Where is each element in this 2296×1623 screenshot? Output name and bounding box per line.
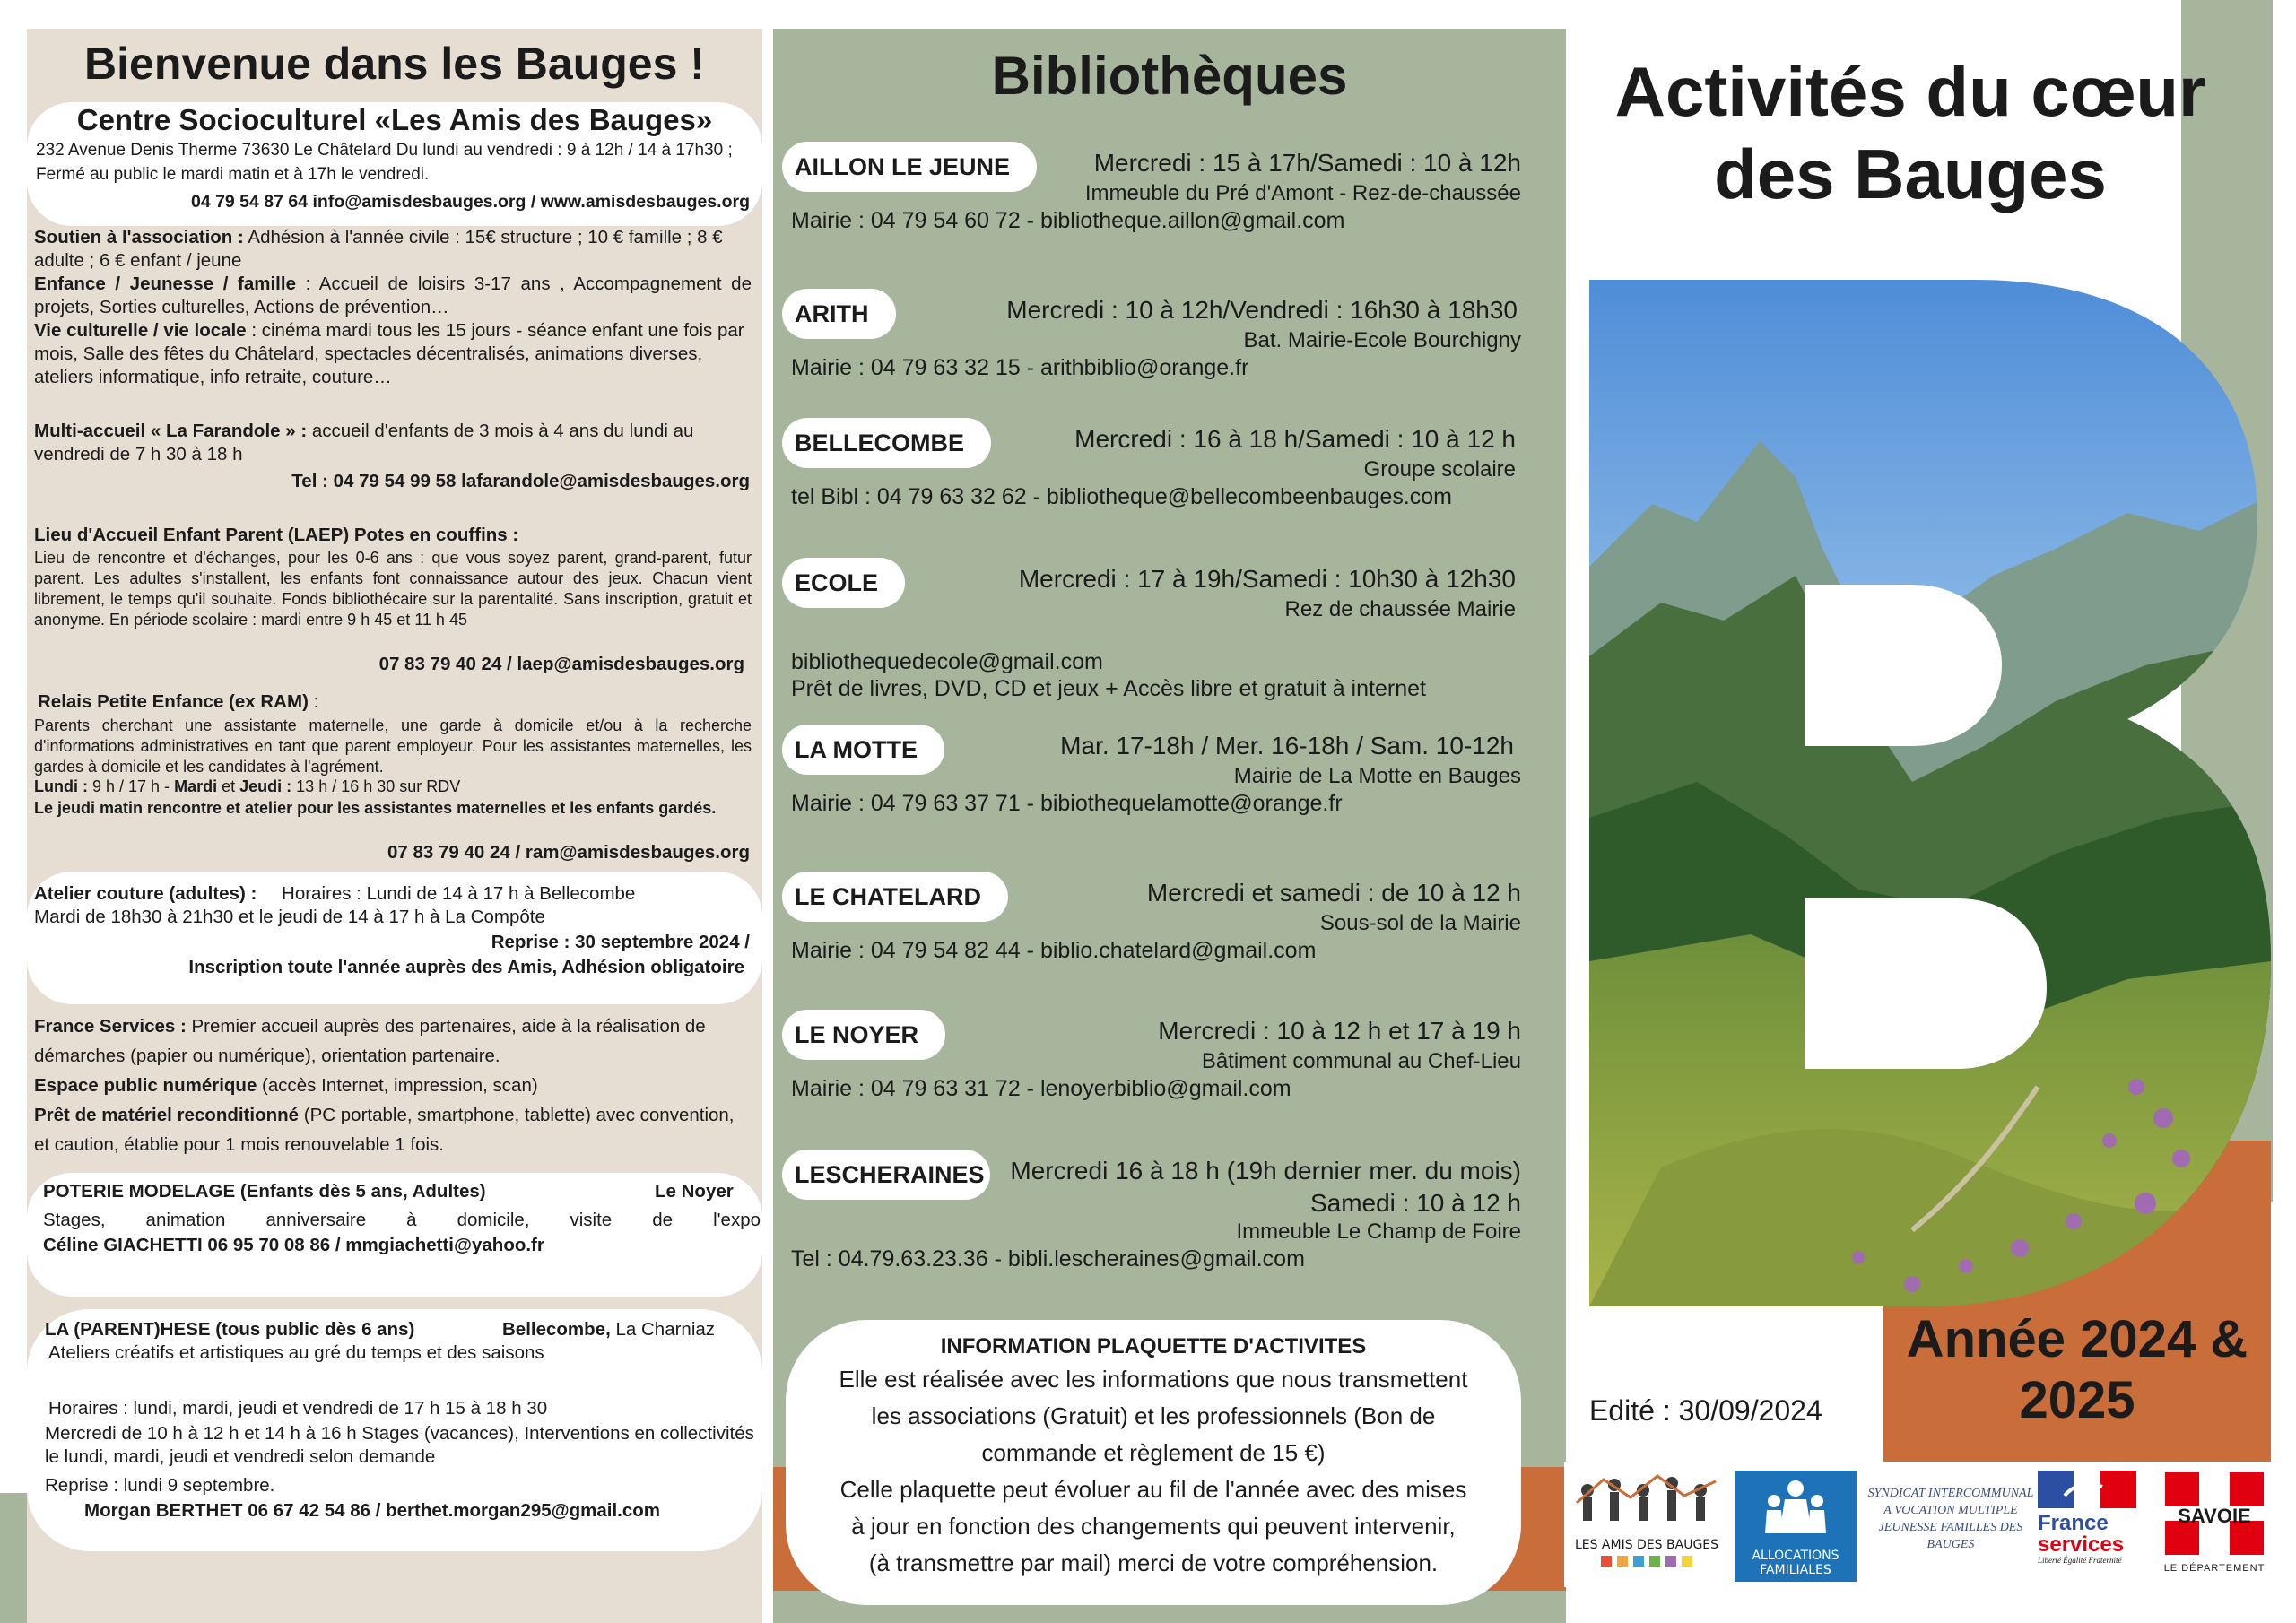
info-plaquette-box — [786, 1320, 1521, 1605]
library-contact: Mairie : 04 79 54 82 44 - biblio.chatelard@gmail.com — [791, 938, 1317, 963]
enfance-block — [34, 273, 752, 319]
rpe-mardi-label: Mardi — [174, 777, 218, 795]
parenthese-contact: Morgan BERTHET 06 67 42 54 86 / berthet.morgan295@gmail.com — [84, 1500, 661, 1521]
centre-address: 232 Avenue Denis Therme 73630 Le Châtelard Du lundi au vendredi : 9 à 12h / 14 à 17h30 ; Fermé au public le mardi matin et à 17h le vendredi. — [36, 141, 733, 184]
soutien-block — [34, 226, 752, 273]
enfance-label: Enfance / Jeunesse / famille — [34, 273, 296, 294]
parenthese-place-bold: Bellecombe, — [502, 1319, 611, 1340]
couture-line1 — [34, 882, 752, 906]
main-title — [1578, 50, 2242, 215]
library-place: Rez de chaussée Mairie — [1284, 597, 1516, 621]
laep-contact: 07 83 79 40 24 / laep@amisdesbauges.org — [378, 654, 744, 674]
amis-logo-text: LES AMIS DES BAUGES — [1574, 1538, 1719, 1552]
edition-date: Edité : 30/09/2024 — [1589, 1394, 1822, 1427]
big-b-mountain-image — [1589, 280, 2271, 1306]
year-label — [1883, 1309, 2271, 1431]
fs-logo-line-2: services — [2038, 1532, 2125, 1557]
rpe-colon: : — [313, 691, 319, 712]
rpe-jeudi-label: Jeudi : — [239, 777, 292, 795]
rpe-title: Relais Petite Enfance (ex RAM) — [38, 691, 309, 712]
couture-label: Atelier couture (adultes) : — [34, 883, 257, 904]
library-contact: Tel : 04.79.63.23.36 - bibli.lescheraines@gmail.com — [791, 1246, 1305, 1271]
library-place: Immeuble du Pré d'Amont - Rez-de-chaussée — [1084, 181, 1521, 205]
rpe-title-line — [38, 690, 755, 714]
savoie-logo — [2156, 1471, 2273, 1582]
library-place: Immeuble Le Champ de Foire — [1236, 1219, 1521, 1244]
library-contact: Mairie : 04 79 63 31 72 - lenoyerbiblio@gmail.com — [791, 1076, 1292, 1101]
couture-inscription: Inscription toute l'année auprès des Amis, Adhésion obligatoire — [188, 957, 744, 977]
library-name: LE CHATELARD — [782, 872, 1008, 922]
rpe-hours — [34, 777, 752, 797]
rpe-contact: 07 83 79 40 24 / ram@amisdesbauges.org — [387, 842, 750, 863]
couture-hours2: Mardi de 18h30 à 21h30 et le jeudi de 14 à 17 h à La Compôte — [34, 907, 545, 927]
color-dot — [1617, 1556, 1628, 1567]
marianne-icon — [2038, 1471, 2136, 1508]
vie-block — [34, 319, 752, 389]
color-dot — [1649, 1556, 1660, 1567]
library-hours: Mercredi et samedi : de 10 à 12 h — [1146, 879, 1521, 907]
column-associations — [27, 29, 762, 1623]
amis-des-bauges-logo — [1568, 1471, 1726, 1582]
info-line-2: les associations (Gratuit) et les professionnels (Bon de — [871, 1402, 1436, 1429]
library-hours: Mar. 17-18h / Mer. 16-18h / Sam. 10-12h — [1060, 732, 1514, 759]
library-name: BELLECOMBE — [782, 418, 991, 468]
parenthese-place: La Charniaz — [615, 1319, 716, 1340]
library-contact: bibliothequedecole@gmail.com — [791, 649, 1103, 674]
welcome-title: Bienvenue dans les Bauges ! — [84, 39, 705, 89]
farandole-label: Multi-accueil « La Farandole » : — [34, 421, 308, 441]
library-contact: tel Bibl : 04 79 63 32 62 - bibliotheque@bellecombeenbauges.com — [791, 484, 1452, 509]
parenthese-hours1: Horaires : lundi, mardi, jeudi et vendredi de 17 h 15 à 18 h 30 — [48, 1398, 548, 1419]
library-hours: Mercredi : 10 à 12h/Vendredi : 16h30 à 18h30 — [1006, 296, 1518, 324]
poterie-text: Stages, animation anniversaire à domicile, visite de l'expo — [43, 1210, 761, 1230]
main-title-line-1: Activités du cœur — [1614, 52, 2206, 131]
color-dot — [1633, 1556, 1644, 1567]
library-contact: Mairie : 04 79 63 37 71 - bibiothequelamotte@orange.fr — [791, 791, 1343, 816]
poterie-contact: Céline GIACHETTI 06 95 70 08 86 / mmgiachetti@yahoo.fr — [43, 1235, 544, 1255]
poterie-title: POTERIE MODELAGE (Enfants dès 5 ans, Adultes) — [43, 1181, 486, 1202]
logo-strip — [1564, 1462, 2278, 1587]
main-title-line-2: des Bauges — [1714, 135, 2107, 213]
poterie-place: Le Noyer — [655, 1181, 734, 1202]
fs-logo-line-1: France — [2038, 1511, 2109, 1535]
info-line-4: Celle plaquette peut évoluer au fil de l'année avec des mises — [839, 1476, 1467, 1503]
vie-label: Vie culturelle / vie locale — [34, 320, 247, 341]
rpe-et: et — [222, 777, 236, 795]
epn-text: (accès Internet, impression, scan) — [262, 1075, 538, 1096]
laep-text: Lieu de rencontre et d'échanges, pour les 0-6 ans : que vous soyez parent, grand-parent, futur parent. Les adultes s'installent, les enfants font connaissance autour des jeux. Chacun vient librement, le temps qu'il souhaite. Fonds bibliothécaire sur la parentalité. Sans inscription, gratuit et anonyme. En période scolaire : mardi entre 9 h 45 et 11 h 45 — [34, 549, 752, 629]
fs-text: Premier accueil auprès des partenaires, aide à la réalisation de démarches (papier ou numérique), orientation partenaire. — [34, 1016, 706, 1066]
rpe-text: Parents cherchant une assistante maternelle, une garde à domicile et/ou à la recherche d'informations administratives en tant que parent employeur. Pour les assistantes maternelles, les gardes à domicile et les candidates à l'agrément. — [34, 716, 752, 776]
syndicat-logo: SYNDICAT INTERCOMMUNAL A VOCATION MULTIPLE JEUNESSE FAMILLES DES BAUGES — [1867, 1487, 2034, 1551]
pret-text: (PC portable, smartphone, tablette) avec convention, et caution, établie pour 1 mois renouvelable 1 fois. — [34, 1105, 735, 1155]
rpe-jeudi: Le jeudi matin rencontre et atelier pour les assistantes maternelles et les enfants gardés. — [34, 799, 717, 817]
year-line-2: 2025 — [2019, 1371, 2135, 1429]
library-name: LE NOYER — [782, 1010, 945, 1060]
library-name: LA MOTTE — [782, 725, 944, 775]
epn-label: Espace public numérique — [34, 1075, 257, 1096]
library-hours-saturday: Samedi : 10 à 12 h — [1309, 1189, 1521, 1217]
caf-line-1: ALLOCATIONS — [1752, 1549, 1839, 1563]
library-name: AILLON LE JEUNE — [782, 142, 1037, 192]
library-hours: Mercredi : 17 à 19h/Samedi : 10h30 à 12h30 — [1018, 565, 1516, 593]
soutien-label: Soutien à l'association : — [34, 227, 244, 247]
parenthese-hours2: Mercredi de 10 h à 12 h et 14 h à 16 h Stages (vacances), Interventions en collectivités le lundi, mardi, jeudi et vendredi selon demande — [45, 1423, 754, 1467]
library-place: Bâtiment communal au Chef-Lieu — [1201, 1049, 1521, 1073]
pret-label: Prêt de matériel reconditionné — [34, 1105, 300, 1125]
library-place: Groupe scolaire — [1363, 457, 1516, 482]
library-place: Mairie de La Motte en Bauges — [1233, 764, 1521, 788]
rpe-mj-hours: 13 h / 16 h 30 sur RDV — [296, 777, 461, 795]
library-hours: Mercredi : 16 à 18 h/Samedi : 10 à 12 h — [1074, 425, 1516, 453]
enfance-text: : Accueil de loisirs 3-17 ans , Accompagnement de projets, Sorties culturelles, Actions de prévention… — [34, 273, 752, 317]
color-dot — [1682, 1556, 1692, 1567]
info-line-3: commande et règlement de 15 €) — [981, 1439, 1326, 1466]
soutien-text: Adhésion à l'année civile : 15€ structure ; 10 € famille ; 8 € adulte ; 6 € enfant / jeune — [34, 227, 723, 271]
savoie-name: SAVOIE — [2178, 1505, 2251, 1527]
centre-name: Centre Socioculturel «Les Amis des Bauges» — [76, 103, 713, 136]
fs-logo-motto: Liberté Égalité Fraternité — [2038, 1556, 2122, 1565]
library-hours: Mercredi : 10 à 12 h et 17 à 19 h — [1158, 1017, 1521, 1045]
farandole-text: accueil d'enfants de 3 mois à 4 ans du lundi au vendredi de 7 h 30 à 18 h — [34, 421, 694, 464]
library-hours: Mercredi : 15 à 17h/Samedi : 10 à 12h — [1093, 149, 1521, 177]
people-group-icon — [1568, 1471, 1726, 1533]
library-place: Sous-sol de la Mairie — [1319, 911, 1521, 935]
vie-text: : cinéma mardi tous les 15 jours - séance enfant une fois par mois, Salle des fêtes du Châtelard, spectacles décentralisés, animations diverses, ateliers informatique, info retraite, couture… — [34, 320, 744, 387]
amis-logo-dots — [1568, 1556, 1726, 1567]
france-services-logo — [2038, 1471, 2149, 1582]
year-line-1: Année 2024 & — [1906, 1310, 2248, 1368]
info-line-1: Elle est réalisée avec les informations que nous transmettent — [839, 1366, 1468, 1393]
library-contact: Mairie : 04 79 54 60 72 - bibliotheque.aillon@gmail.com — [791, 208, 1345, 233]
centre-contact: 04 79 54 87 64 info@amisdesbauges.org / www.amisdesbauges.org — [190, 192, 750, 212]
color-dot — [1665, 1556, 1676, 1567]
info-title: INFORMATION PLAQUETTE D'ACTIVITES — [940, 1334, 1367, 1358]
farandole-contact: Tel : 04 79 54 99 58 lafarandole@amisdesbauges.org — [291, 471, 750, 491]
couture-reprise: Reprise : 30 septembre 2024 / — [491, 932, 750, 952]
caf-figures-icon — [1735, 1471, 1857, 1544]
library-name: LESCHERAINES — [782, 1150, 990, 1200]
library-place: Bat. Mairie-Ecole Bourchigny — [1243, 328, 1521, 352]
parenthese-reprise: Reprise : lundi 9 septembre. — [45, 1475, 275, 1496]
library-contact: Mairie : 04 79 63 32 15 - arithbiblio@orange.fr — [791, 355, 1249, 380]
bibliotheques-title: Bibliothèques — [991, 46, 1348, 106]
parenthese-text: Ateliers créatifs et artistiques au gré du temps et des saisons — [48, 1342, 544, 1363]
couture-hours1: Horaires : Lundi de 14 à 17 h à Bellecombe — [282, 883, 636, 904]
library-extra: Prêt de livres, DVD, CD et jeux + Accès libre et gratuit à internet — [791, 676, 1426, 701]
rpe-lundi-label: Lundi : — [34, 777, 88, 795]
library-hours: Mercredi 16 à 18 h (19h dernier mer. du mois) — [1010, 1157, 1521, 1185]
library-name: ECOLE — [782, 558, 905, 608]
laep-title: Lieu d'Accueil Enfant Parent (LAEP) Potes en couffins : — [34, 525, 519, 545]
library-name: ARITH — [782, 289, 896, 339]
france-services-block — [34, 1011, 752, 1159]
savoie-sub: LE DÉPARTEMENT — [2163, 1563, 2266, 1574]
caf-logo — [1735, 1471, 1857, 1582]
fs-label: France Services : — [34, 1016, 187, 1037]
parenthese-place-line — [502, 1318, 715, 1341]
info-line-5: à jour en fonction des changements qui peuvent intervenir, — [851, 1513, 1456, 1540]
rpe-lundi-hours: 9 h / 17 h - — [92, 777, 170, 795]
caf-line-2: FAMILIALES — [1760, 1563, 1831, 1577]
info-line-6: (à transmettre par mail) merci de votre compréhension. — [868, 1549, 1439, 1576]
parenthese-title: LA (PARENT)HESE (tous public dès 6 ans) — [45, 1319, 415, 1340]
farandole-block — [34, 420, 752, 466]
color-dot — [1601, 1556, 1612, 1567]
